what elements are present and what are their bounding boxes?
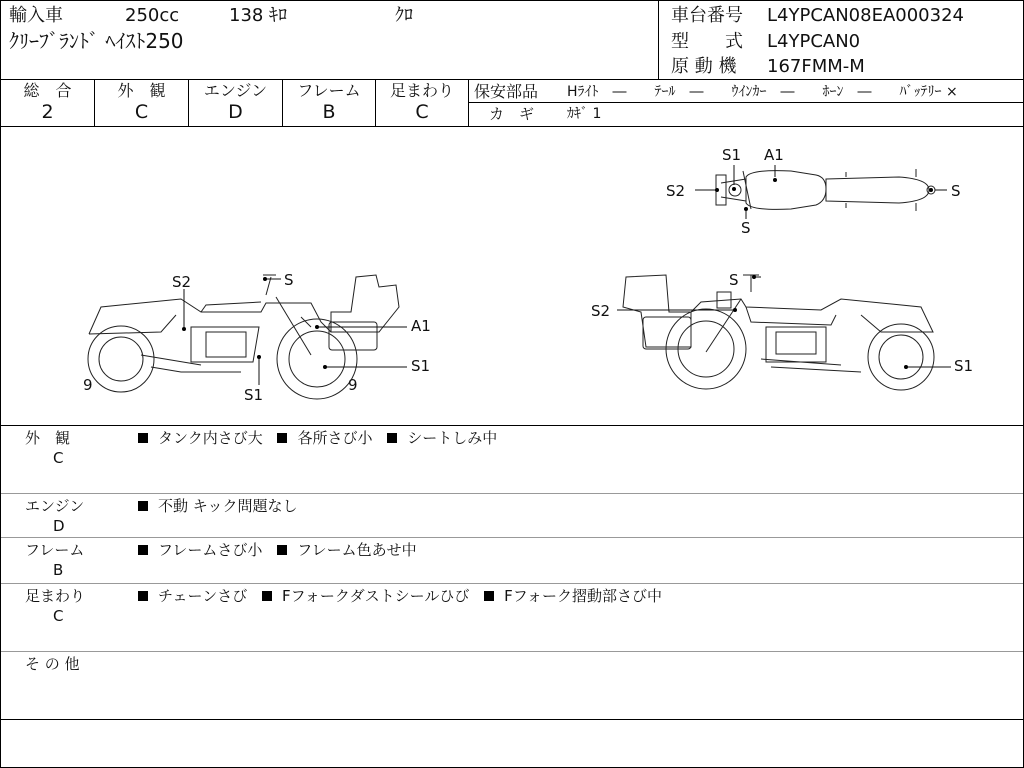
motorcycle-top-view xyxy=(716,169,935,211)
section-title: エンジン xyxy=(25,497,85,515)
grade-value: C xyxy=(415,101,429,123)
grade-frame xyxy=(283,81,375,125)
leader-lines xyxy=(184,165,951,385)
grade-engine xyxy=(189,81,282,125)
damage-label: S1 xyxy=(954,357,974,375)
grade-suspension xyxy=(376,81,468,125)
mileage: 138 ｷﾛ xyxy=(229,5,288,26)
damage-dots xyxy=(182,178,933,369)
safety-label: 保安部品 xyxy=(474,82,539,101)
section-items xyxy=(138,543,427,558)
remark: 不動 キック問題なし xyxy=(158,497,298,515)
divider xyxy=(1,79,1023,80)
damage-label: S2 xyxy=(172,273,192,291)
section-title: フレーム xyxy=(25,541,85,559)
section-items xyxy=(138,431,507,446)
damage-label: S xyxy=(951,182,961,200)
remark: Fフォークダストシールひび xyxy=(282,587,470,605)
divider xyxy=(1,719,1023,720)
remark: Fフォーク摺動部さび中 xyxy=(504,587,662,605)
section-grade: C xyxy=(53,607,64,625)
section-engine xyxy=(1,493,1023,537)
section-exterior xyxy=(1,425,1023,493)
grade-value: B xyxy=(322,101,336,123)
remark: チェーンさび xyxy=(158,587,248,605)
damage-label: 9 xyxy=(348,376,358,394)
grade-label: 外 観 xyxy=(117,81,166,100)
damage-label: S1 xyxy=(722,146,742,164)
section-frame xyxy=(1,537,1023,583)
damage-label: S2 xyxy=(591,302,611,320)
remark: フレーム色あせ中 xyxy=(297,541,417,559)
section-suspension xyxy=(1,583,1023,651)
frame-no: L4YPCAN08EA000324 xyxy=(767,5,964,26)
damage-label: S xyxy=(741,219,751,237)
damage-label: 9 xyxy=(83,376,93,394)
motorcycle-diagram-svg xyxy=(1,127,1023,425)
section-grade: B xyxy=(53,561,64,579)
damage-label: A1 xyxy=(411,317,431,335)
damage-label: S1 xyxy=(244,386,264,404)
remark: シートしみ中 xyxy=(407,429,498,447)
damage-label: A1 xyxy=(764,146,784,164)
grade-overall xyxy=(1,81,94,125)
category: 輸入車 xyxy=(9,5,63,26)
grade-label: フレーム xyxy=(297,81,361,100)
section-items xyxy=(138,589,672,604)
section-other xyxy=(1,651,1023,719)
model-name: ｸﾘｰﾌﾞﾗﾝﾄﾞ ﾍｲｽﾄ250 xyxy=(9,29,184,53)
section-title: 外 観 xyxy=(25,429,71,447)
motorcycle-right-view xyxy=(623,271,934,390)
grade-value: D xyxy=(228,101,243,123)
grade-exterior xyxy=(95,81,188,125)
engine-code: 167FMM-M xyxy=(767,56,865,77)
frame-no-label: 車台番号 xyxy=(671,5,743,26)
grade-value: 2 xyxy=(41,101,54,123)
grade-label: 総 合 xyxy=(23,81,72,100)
key-label: カ ギ xyxy=(489,105,535,123)
header xyxy=(1,1,1023,79)
engine-label: 原 動 機 xyxy=(671,56,737,77)
model-label: 型 式 xyxy=(671,31,743,52)
damage-label: S2 xyxy=(666,182,686,200)
damage-label: S1 xyxy=(411,357,431,375)
remark: 各所さび小 xyxy=(297,429,373,447)
section-title: そ の 他 xyxy=(25,655,80,673)
color: ｸﾛ xyxy=(395,5,413,26)
vehicle-ids xyxy=(658,1,1024,79)
model-code: L4YPCAN0 xyxy=(767,31,861,52)
grade-label: 足まわり xyxy=(389,81,454,100)
grade-value: C xyxy=(134,101,149,123)
section-grade: C xyxy=(53,449,64,467)
damage-label: S xyxy=(284,271,294,289)
damage-diagram xyxy=(1,127,1023,425)
grade-label: エンジン xyxy=(203,81,268,100)
displacement: 250cc xyxy=(125,5,180,26)
damage-label: S xyxy=(729,271,739,289)
safety-items: Hﾗｲﾄ ― ﾃｰﾙ ― ｳｲﾝｶｰ ― ﾎｰﾝ ― ﾊﾞｯﾃﾘｰ × xyxy=(567,84,958,100)
section-items xyxy=(138,499,307,514)
section-title: 足まわり xyxy=(25,587,86,605)
section-grade: D xyxy=(53,517,65,535)
key-value: ｶｷﾞ 1 xyxy=(567,106,602,122)
remark: フレームさび小 xyxy=(158,541,263,559)
remark: タンク内さび大 xyxy=(158,429,263,447)
divider xyxy=(468,102,1023,103)
